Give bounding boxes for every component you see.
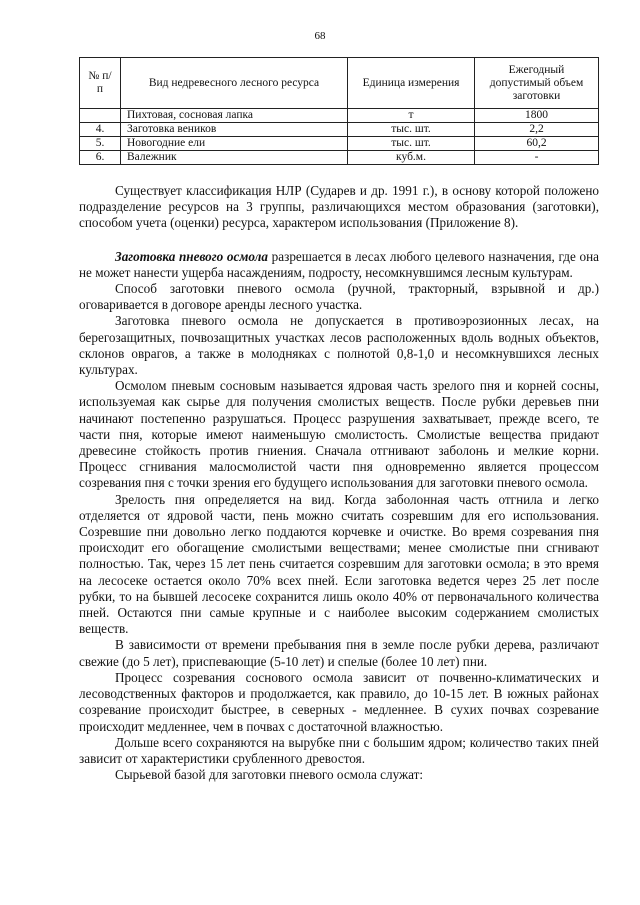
row-number: 6. <box>80 151 121 165</box>
row-number: 5. <box>80 137 121 151</box>
row-resource: Пихтовая, сосновая лапка <box>121 109 348 123</box>
row-resource: Заготовка веников <box>121 123 348 137</box>
paragraph-large-core: Дольше всего сохраняются на вырубке пни с большим ядром; количество таких пней зависит от характеристики срубленного древостоя. <box>79 734 599 766</box>
paragraph-classification: Существует классификация НЛР (Сударев и др. 1991 г.), в основу которой положено подразделение ресурсов на 3 группы, различающихся местом образования (заготовки), способом учета (оценки) ресурса, характером использования (Приложение 8). <box>79 183 599 231</box>
page-number: 68 <box>314 30 326 42</box>
row-unit: т <box>348 109 475 123</box>
paragraph-lead-term: Заготовка пневого осмола <box>115 248 268 264</box>
paragraph-maturity: Зрелость пня определяется на вид. Когда заболонная часть отгнила и легко отделяется от ядровой части, пень можно считать созревшим для его использования. Созревшие пни довольно легко поддаются корчевке и очистке. Во время созревания пня происходит его обогащение смолистыми веществами; менее смолистые пни сгнивают полностью. Так, через 15 лет пень считается созревшим для заготовки осмола; в это время на лесосеке остается около 70% всех пней. Если заготовка ведется через 25 лет после рубки, то на бывшей лесосеке сохранится лишь около 40% от первоначального количества пней. Остаются пни самые крупные и с наиболее высоким содержанием смолистых веществ. <box>79 491 599 637</box>
header-number: № п/п <box>80 58 121 109</box>
header-volume: Ежегодный допустимый объем заготовки <box>475 58 599 109</box>
paragraph-stump-resin-intro <box>79 249 599 281</box>
resources-table <box>79 57 599 165</box>
body-text <box>79 183 599 783</box>
header-resource: Вид недревесного лесного ресурса <box>121 58 348 109</box>
row-volume: 2,2 <box>475 123 599 137</box>
table-row <box>80 109 599 123</box>
header-unit: Единица измерения <box>348 58 475 109</box>
table-row <box>80 123 599 137</box>
row-unit: тыс. шт. <box>348 137 475 151</box>
row-volume: 60,2 <box>475 137 599 151</box>
paragraph-definition: Осмолом пневым сосновым называется ядровая часть зрелого пня и корней сосны, используемая как сырье для получения смолистых веществ. После рубки деревьев пни начинают постепенно разрушаться. Процесс разрушения захватывает, прежде всего, те части пня, которые имеют наименьшую смолистость. Смолистые вещества придают древесине стойкость против гниения. Сначала отгнивают заболонь и мелкие корни. Процесс сгнивания малосмолистой части пня одновременно является процессом созревания пня с точки зрения его будущего использования для заготовки пневого осмола. <box>79 378 599 491</box>
row-resource: Новогодние ели <box>121 137 348 151</box>
row-resource: Валежник <box>121 151 348 165</box>
row-number: 4. <box>80 123 121 137</box>
table-row <box>80 137 599 151</box>
row-volume: - <box>475 151 599 165</box>
paragraph-restrictions: Заготовка пневого осмола не допускается в противоэрозионных лесах, на берегозащитных, почвозащитных участках лесов расположенных вдоль водных объектов, склонов оврагов, а также в молодняках с полнотой 0,8-1,0 и несомкнувшихся лесных культурах. <box>79 313 599 378</box>
paragraph-raw-base: Сырьевой базой для заготовки пневого осмола служат: <box>115 767 424 783</box>
row-unit: куб.м. <box>348 151 475 165</box>
paragraph-ripening-process: Процесс созревания соснового осмола зависит от почвенно-климатических и лесоводственных факторов и продолжается, как правило, до 10-15 лет. В южных районах созревание происходит быстрее, в северных - медленнее. В сухих почвах созревание происходит медленнее, чем в почвах с достаточной влажностью. <box>79 669 599 734</box>
row-number <box>80 109 121 123</box>
row-volume: 1800 <box>475 109 599 123</box>
row-unit: тыс. шт. <box>348 123 475 137</box>
paragraph-lead-rest: разрешается в лесах любого целевого назначения, где она не может нанести ущерба насаждениям, подросту, несомкнувшимся лесным культурам. <box>79 248 599 280</box>
table-header-row <box>80 58 599 109</box>
paragraph-stump-age: В зависимости от времени пребывания пня в земле после рубки дерева, различают свежие (до 5 лет), приспевающие (5-10 лет) и спелые (более 10 лет) пни. <box>79 637 599 669</box>
table-row <box>80 151 599 165</box>
paragraph-method: Способ заготовки пневого осмола (ручной, тракторный, взрывной и др.) оговаривается в договоре аренды лесного участка. <box>79 281 599 313</box>
